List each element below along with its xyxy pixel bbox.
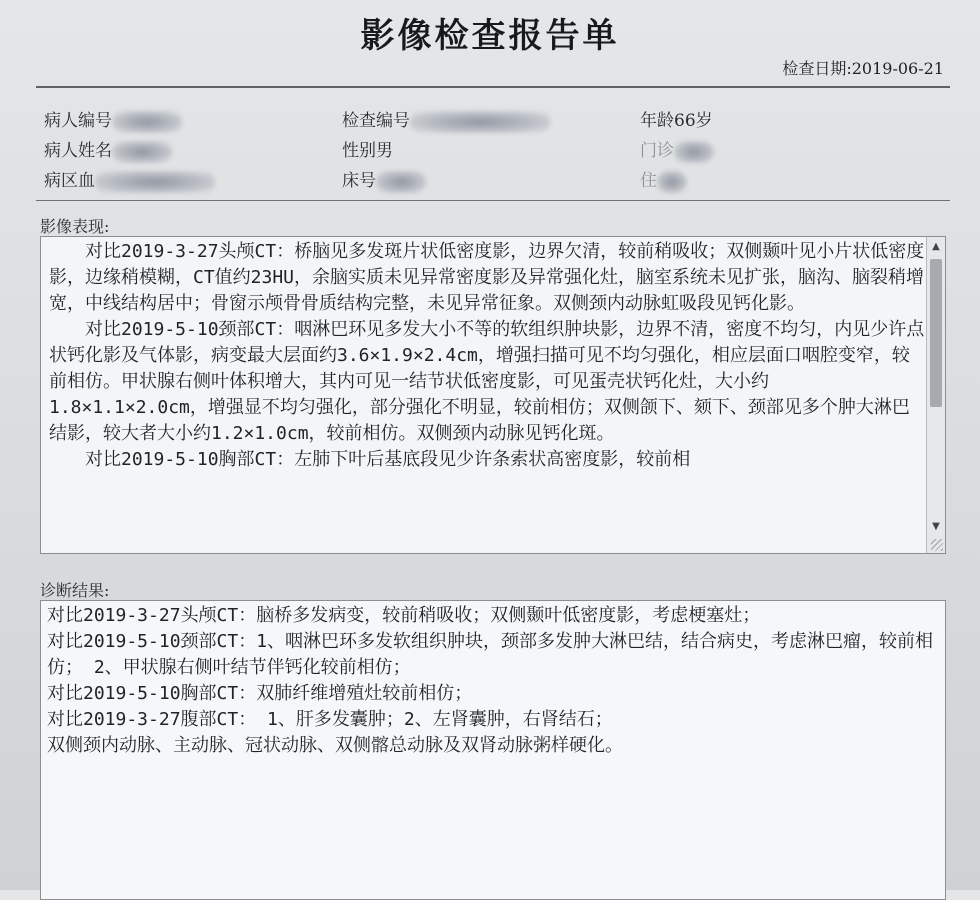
findings-textarea[interactable] [40,236,946,554]
sex-label: 性别 [342,141,376,161]
patient-id-field [44,106,182,133]
sex-field [342,136,393,161]
diagnosis-line: 对比2019-5-10颈部CT：1、咽淋巴环多发软组织肿块，颈部多发肿大淋巴结，结合病史，考虑淋巴瘤，较前相仿； 2、甲状腺右侧叶结节伴钙化较前相仿； [47,631,934,678]
findings-label: 影像表现: [40,217,110,236]
bed-label: 床号 [342,171,376,191]
clinic-field [640,136,714,163]
bed-field [342,166,426,193]
findings-scrollbar[interactable] [926,237,945,553]
exam-id-label: 检查编号 [342,111,410,131]
scroll-down-arrow-icon[interactable]: ▼ [932,521,940,532]
header-divider [36,86,950,88]
age-field [640,106,713,131]
age-value: 66岁 [674,111,713,131]
diagnosis-line: 双侧颈内动脉、主动脉、冠状动脉、双侧髂总动脉及双肾动脉粥样硬化。 [47,735,623,756]
sex-value: 男 [376,141,393,161]
clinic-value-partial: 门诊 [640,141,674,161]
exam-date: 检查日期:2019-06-21 [782,59,944,78]
diagnosis-line: 对比2019-3-27腹部CT： 1、肝多发囊肿；2、左肾囊肿，右肾结石； [47,709,613,730]
redacted-residence [657,171,687,193]
info-row-2 [44,136,944,166]
findings-paragraph: 对比2019-5-10胸部CT：左肺下叶后基底段见少许条索状高密度影，较前相 [85,449,691,470]
residence-field [640,166,687,193]
patient-name-field [44,136,172,163]
patient-info-grid [44,106,944,196]
findings-text [49,239,925,473]
patient-id-label: 病人编号 [44,111,112,131]
info-row-3 [44,166,944,196]
diagnosis-textarea[interactable] [40,600,946,900]
patient-name-label: 病人姓名 [44,141,112,161]
info-row-1 [44,106,944,136]
resize-grip-icon[interactable] [931,539,943,551]
ward-value-partial: 血 [78,171,95,191]
findings-scroll-thumb[interactable] [930,259,942,407]
exam-id-field [342,106,550,133]
residence-value-partial: 住 [640,171,657,191]
scroll-up-arrow-icon[interactable]: ▲ [932,241,940,252]
redacted-ward [95,171,215,193]
redacted-patient-id [112,111,182,133]
age-label: 年龄 [640,111,674,131]
diagnosis-label: 诊断结果: [40,581,110,600]
ward-field [44,166,215,193]
findings-paragraph: 对比2019-5-10颈部CT：咽淋巴环见多发大小不等的软组织肿块影，边界不清，密度不均匀，内见少许点状钙化影及气体影，病变最大层面约3.6×1.9×2.4cm，增强扫描可见不均匀强化，相应层面口咽腔变窄，较前相仿。甲状腺右侧叶体积增大，其内可见一结节状低密度影，可见蛋壳状钙化灶，大小约1.8×1.1×2.0cm，增强显不均匀强化，部分强化不明显，较前相仿；双侧颌下、颏下、颈部见多个肿大淋巴结影，较大者大小约1.2×1.0cm，较前相仿。双侧颈内动脉见钙化斑。 [49,319,925,444]
redacted-exam-id [410,111,550,133]
ward-label: 病区 [44,171,78,191]
diagnosis-line: 对比2019-5-10胸部CT：双肺纤维增殖灶较前相仿； [47,683,473,704]
findings-paragraph: 对比2019-3-27头颅CT：桥脑见多发斑片状低密度影，边界欠清，较前稍吸收；双侧颞叶见小片状低密度影，边缘稍模糊，CT值约23HU，余脑实质未见异常密度影及异常强化灶，脑室系统未见扩张，脑沟、脑裂稍增宽，中线结构居中；骨窗示颅骨骨质结构完整，未见异常征象。双侧颈内动脉虹吸段见钙化影。 [49,241,925,314]
report-title: 影像检查报告单 [360,16,620,56]
diagnosis-line: 对比2019-3-27头颅CT：脑桥多发病变，较前稍吸收；双侧颞叶低密度影，考虑梗塞灶； [47,605,761,626]
redacted-patient-name [112,141,172,163]
redacted-bed [376,171,426,193]
redacted-clinic [674,141,714,163]
diagnosis-text [47,603,937,759]
info-divider [36,200,950,201]
